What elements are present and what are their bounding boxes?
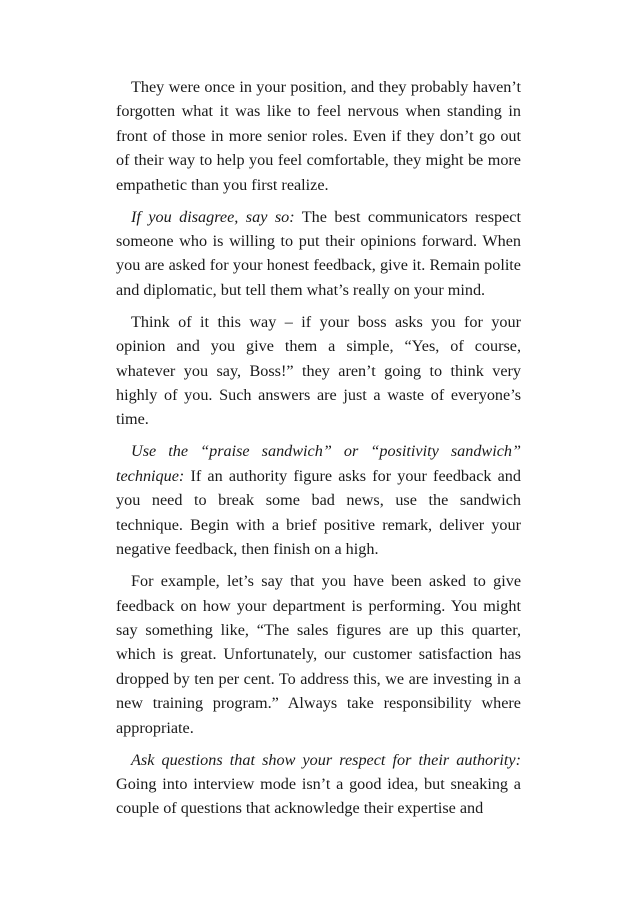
paragraph-5-text: For example, let’s say that you have been asked to give feedback on how your department is performing. You might say something like, “The sales figures are up this quarter, which is great. Unfortunately, our customer satisfaction has dropped by ten per cent. To address this, we are investing in a new training program.” Always take responsibility where appropriate.	[116, 572, 521, 737]
paragraph-2-text: The best communicators respect someone who is willing to put their opinions forward. When you are asked for your honest feedback, give it. Remain polite and diplomatic, but tell them what’s really on your mind.	[116, 207, 521, 299]
paragraph-6	[116, 748, 521, 821]
paragraph-1	[116, 75, 521, 197]
paragraph-2-lead: If you disagree, say so:	[131, 207, 295, 226]
paragraph-5	[116, 569, 521, 740]
paragraph-3-text: Think of it this way – if your boss asks you for your opinion and you give them a simple, “Yes, of course, whatever you say, Boss!” they aren’t going to think very highly of you. Such answers are just a waste of everyone’s time.	[116, 312, 521, 429]
paragraph-4-lead: Use the “praise sandwich” or “positivity sandwich” technique:	[116, 442, 521, 485]
paragraph-2	[116, 205, 521, 303]
paragraph-3	[116, 310, 521, 432]
paragraph-1-text: They were once in your position, and they probably haven’t forgotten what it was like to feel nervous when standing in front of those in more senior roles. Even if they don’t go out of their way to help you feel comfortable, they might be more empathetic than you first realize.	[116, 78, 521, 194]
document-page	[116, 75, 521, 828]
paragraph-4-text: If an authority figure asks for your feedback and you need to break some bad news, use the sandwich technique. Begin with a brief positive remark, deliver your negative feedback, then finish on a high.	[116, 466, 521, 559]
paragraph-6-text: Going into interview mode isn’t a good idea, but sneaking a couple of questions that acknowledge their expertise and	[116, 774, 521, 818]
paragraph-6-lead: Ask questions that show your respect for their authority:	[131, 750, 521, 769]
paragraph-4	[116, 439, 521, 561]
